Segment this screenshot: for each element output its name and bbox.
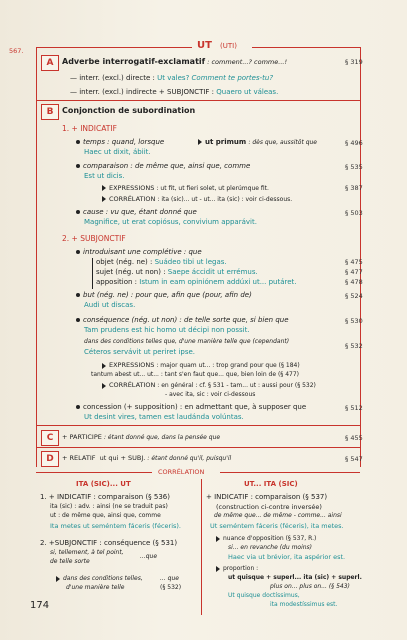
b2-concession-latin: Ut desint vires, tamen est laudánda volúntas. (84, 413, 244, 421)
b2-subjonctif: 2. + SUBJONCTIF (62, 234, 126, 243)
section-a-label: A (41, 55, 59, 71)
corr-right-2c: Haec via ut brévior, ita aspérior est. (228, 553, 346, 561)
b2-expressions: EXPRESSIONS : major quam ut... : trop grand pour que (§ 184) (102, 361, 300, 369)
b2-objet: objet (nég. ne) : Suádeo tibi ut legas. (96, 258, 227, 266)
b2-but: but (nég. ne) : pour que, afin que (pour, afin de) (76, 291, 252, 299)
b2-bracket (92, 258, 93, 289)
b1-indicatif: 1. + INDICATIF (62, 124, 117, 133)
corr-left-2b: si, tellement, à tel point, (50, 549, 124, 556)
corr-left-2d: ...que (140, 553, 158, 560)
b1-cause: cause : vu que, étant donné que (76, 208, 197, 216)
section-a-line2: — interr. (excl.) indirecte + SUBJONCTIF : Quaero ut váleas. (70, 88, 279, 96)
b2-but-latin: Audi ut discas. (84, 301, 136, 309)
b1-temps-note: ut primum : dès que, aussitôt que (198, 138, 317, 146)
b1-comparaison: comparaison : de même que, ainsi que, comme (76, 162, 250, 170)
b2-consequence-latin: Tam prudens est hic homo ut décipi non possit. (84, 326, 250, 334)
corr-right-2b: si... en revanche (du moins) (228, 544, 313, 551)
corr-left-1c: ut : de même que, ainsi que, comme (50, 512, 161, 519)
correlation-left-head: ITA (SIC)... UT (76, 480, 131, 488)
b2-sujet-ref: § 477 (345, 268, 363, 276)
b2-expressions-2: tantum abest ut... ut... : tant s'en faut que... que, bien loin de (§ 477) (91, 371, 300, 378)
b2-completive: introduisant une complétive : que (76, 248, 202, 256)
b2-consequence-latin2: Céteros servávit ut periret ipse. (84, 348, 195, 356)
correlation-title: CORRÉLATION (158, 468, 205, 476)
section-b-label: B (41, 104, 59, 120)
section-a-line1: — interr. (excl.) directe : Ut vales? Comment te portes-tu? (70, 74, 274, 82)
corr-right-3d: Ut quisque doctíssimus, (228, 592, 300, 599)
correlation-rule-right (220, 472, 360, 473)
b1-cause-latin: Magnifice, ut erat copiósus, convivium apparávit. (84, 218, 257, 226)
section-b-title: Conjonction de subordination (62, 106, 196, 115)
corr-left-2c: de telle sorte (50, 558, 90, 565)
corr-right-1: + INDICATIF : comparaison (§ 537) (206, 493, 328, 501)
b1-comparaison-ref: § 535 (345, 163, 363, 171)
section-c-text: + PARTICIPE : étant donné que, dans la pensée que (62, 433, 221, 441)
corr-left-2f: d'une manière telle (66, 584, 125, 591)
corr-right-1d: Ut seméntem fáceris (féceris), ita metes. (210, 522, 344, 530)
main-frame-left (36, 47, 37, 467)
correlation-divider (201, 479, 202, 615)
corr-left-1d: Ita metes ut seméntem fáceris (féceris). (50, 522, 181, 530)
b1-temps-latin: Haec ut dixit, ábiit. (84, 148, 151, 156)
b1-temps: temps : quand, lorsque (76, 138, 164, 146)
corr-left-2g: ... que (160, 575, 179, 582)
corr-left-2e: dans des conditions telles, (56, 575, 143, 582)
corr-right-2: nuance d'opposition (§ 537, R.) (216, 535, 316, 542)
section-a-title: Adverbe interrogatif-exclamatif : comment...? comme...! (62, 57, 288, 66)
corr-right-3b: ut quisque + superl... ita (sic) + superl. (228, 574, 362, 581)
corr-left-2: 2. +SUBJONCTIF : conséquence (§ 531) (40, 539, 178, 547)
correlation-right-head: UT... ITA (SIC) (244, 480, 298, 488)
b2-sujet: sujet (nég. ut non) : Saepe áccidit ut errémus. (96, 268, 258, 276)
page-ref: 567. (9, 47, 24, 55)
b2-consequence: conséquence (nég. ut non) : de telle sorte que, si bien que (76, 316, 289, 324)
corr-left-2h: (§ 532) (160, 584, 182, 591)
b1-temps-ref: § 496 (345, 139, 363, 147)
section-a-ref: § 319 (345, 58, 363, 66)
b1-cause-ref: § 503 (345, 209, 363, 217)
section-d-ref: § 547 (345, 455, 363, 463)
section-c-label: C (41, 430, 59, 446)
b2-but-ref: § 524 (345, 292, 363, 300)
b1-expressions: EXPRESSIONS : ut fit, ut fieri solet, ut plerúmque fit. (102, 184, 269, 192)
b2-correlation-2: - avec ita, sic : voir ci-dessous (165, 391, 256, 398)
corr-right-3e: ita modestíssimus est. (270, 601, 338, 608)
b2-correlation: CORRÉLATION : en général : cf. § 531 - tam... ut : aussi pour (§ 532) (102, 381, 316, 389)
b2-consequence-note: dans des conditions telles que, d'une manière telle que (cependant) (84, 338, 290, 345)
corr-left-1: 1. + INDICATIF : comparaison (§ 536) (40, 493, 170, 501)
b2-concession: concession (+ supposition) : en admettant que, à supposer que (76, 403, 306, 411)
b2-concession-ref: § 512 (345, 404, 363, 412)
b1-correlation: CORRÉLATION : ita (sic)... ut - ut... ita (sic) : voir ci-dessous. (102, 195, 292, 203)
b1-expressions-ref: § 387 (345, 184, 363, 192)
divider-c-d (36, 447, 360, 448)
b2-apposition-ref: § 478 (345, 278, 363, 286)
b1-comparaison-latin: Est ut dicis. (84, 172, 125, 180)
page-number: 174 (30, 600, 50, 611)
corr-right-3c: plus on... plus on... (§ 543) (270, 583, 350, 590)
divider-a-b (36, 100, 360, 101)
b2-apposition: apposition : Istum in eam opiniónem addúxi ut... putáret. (96, 278, 297, 286)
header-rule-right (252, 47, 360, 48)
corr-left-1b: ita (sic) : adv. : ainsi (ne se traduit pas) (50, 503, 168, 510)
section-d-label: D (41, 451, 59, 467)
page-title: UT (197, 40, 212, 51)
b2-consequence-ref2: § 532 (345, 342, 363, 350)
section-d-text: + RELATIF ut qui + SUBJ. : étant donné qu'il, puisqu'il (62, 454, 232, 462)
b2-objet-ref: § 475 (345, 258, 363, 266)
header-rule-left (36, 47, 192, 48)
corr-right-1c: de même que... de même - comme... ainsi (214, 512, 342, 519)
divider-b-c (36, 425, 360, 426)
corr-right-3: proportion : (216, 565, 258, 572)
correlation-rule-left (36, 472, 152, 473)
section-c-ref: § 455 (345, 434, 363, 442)
b2-consequence-ref: § 530 (345, 317, 363, 325)
corr-right-1b: (construction ci-contre inversée) (216, 503, 322, 511)
page-title-alt: (UTI) (220, 42, 237, 50)
